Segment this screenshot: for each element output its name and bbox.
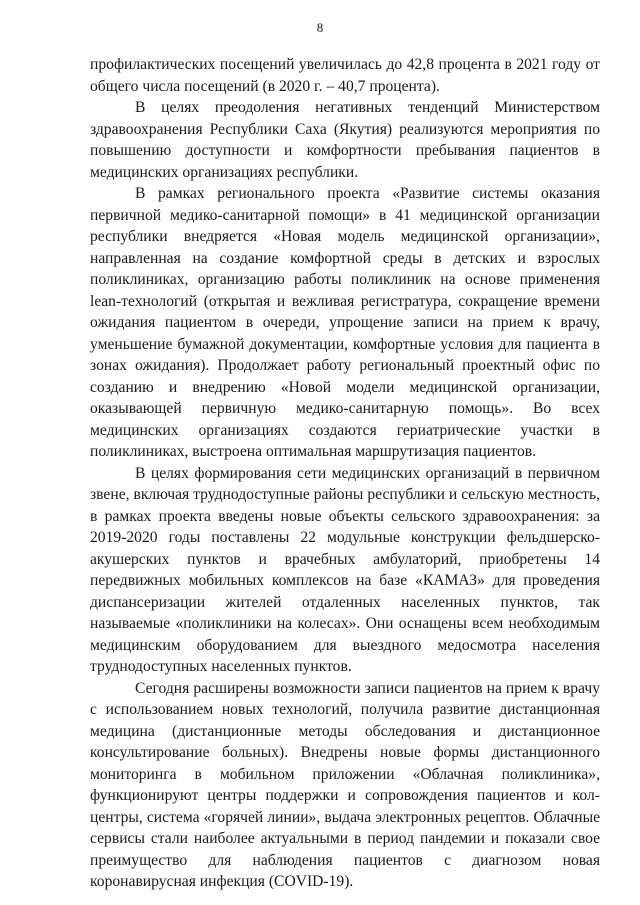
document-body <box>90 54 600 893</box>
paragraph-negative-trends: В целях преодоления негативных тенденций Министерством здравоохранения Республики Саха (Якутия) реализуются мероприятия по повышению доступности и комфортности пребывания пациентов в медицинских организациях республики. <box>90 99 600 181</box>
page-number: 8 <box>316 20 324 35</box>
paragraph-regional-project: В рамках регионального проекта «Развитие системы оказания первичной медико-санитарной помощи» в 41 медицинской организации республики внедряется «Новая модель медицинской организации», направленная на создание комфортной среды в детских и взрослых поликлиниках, организацию работы поликлиник на основе применения lean-технологий (открытая и вежливая регистратура, сокращение времени ожидания пациентом в очереди, упрощение записи на прием к врачу, уменьшение бумажной документации, комфортные условия для пациента в зонах ожидания). Продолжает работу региональный проектный офис по созданию и внедрению «Новой модели медицинской организации, оказывающей первичную медико-санитарную помощь». Во всех медицинских организациях создаются гериатрические участки в поликлиниках, выстроена оптимальная маршрутизация пациентов. <box>90 185 600 460</box>
paragraph-continuation: профилактических посещений увеличилась до 42,8 процента в 2021 году от общего числа посещений (в 2020 г. – 40,7 процента). <box>90 56 600 95</box>
paragraph-remote-medicine: Сегодня расширены возможности записи пациентов на прием к врачу с использованием новых технологий, получила развитие дистанционная медицина (дистанционные методы обследования и дистанционное консультирование больных). Внедрены новые формы дистанционного мониторинга в мобильном приложении «Облачная поликлиника», функционируют центры поддержки и сопровождения пациентов и кол-центры, система «горячей линии», выдача электронных рецептов. Облачные сервисы стали наиболее актуальными в период пандемии и показали свое преимущество для наблюдения пациентов с диагнозом новая коронавирусная инфекция (COVID-19). <box>90 679 600 890</box>
paragraph-primary-care-network: В целях формирования сети медицинских организаций в первичном звене, включая труднодоступные районы республики и сельскую местность, в рамках проекта введены новые объекты сельского здравоохранения: за 2019-2020 годы поставлены 22 модульные конструкции фельдшерско-акушерских пунктов и врачебных амбулаторий, приобретены 14 передвижных мобильных комплексов на базе «КАМАЗ» для проведения диспансеризации жителей отдаленных населенных пунктов, так называемые «поликлиники на колесах». Они оснащены всем необходимым медицинским оборудованием для выездного медосмотра населения труднодоступных населенных пунктов. <box>90 464 600 675</box>
